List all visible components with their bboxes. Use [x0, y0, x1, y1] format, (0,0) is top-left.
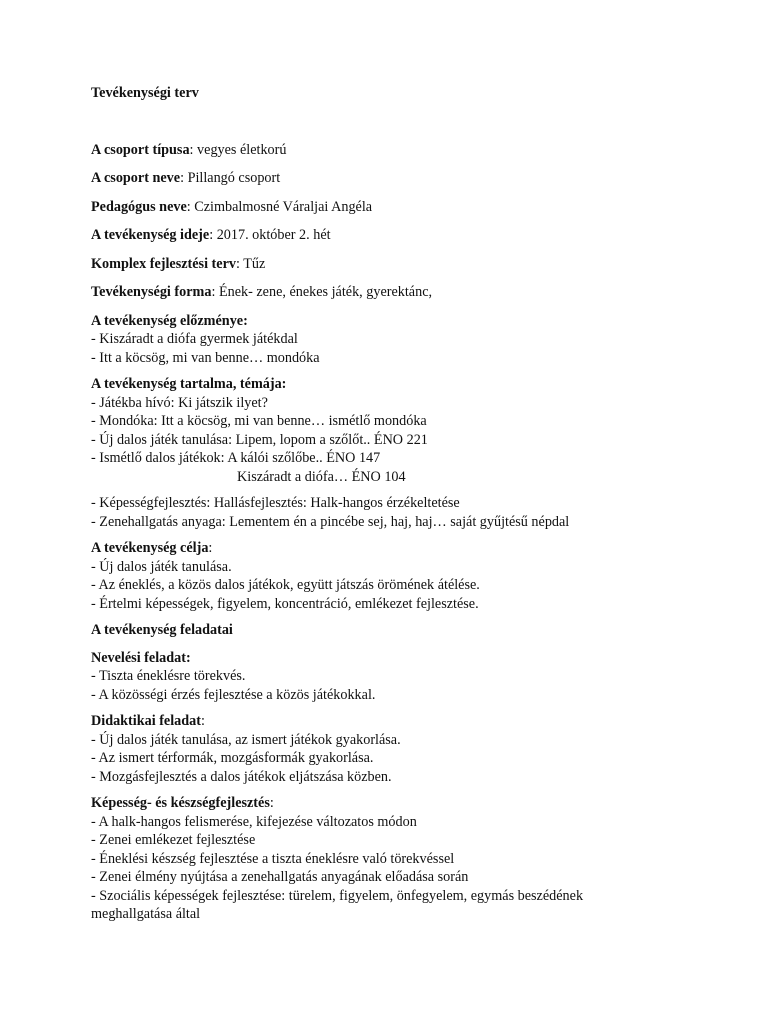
- list-item: - Zenei emlékezet fejlesztése: [91, 832, 256, 848]
- section-heading: Képesség- és készségfejlesztés: [91, 795, 270, 811]
- section-elozmeny: [91, 312, 731, 368]
- field-label: Pedagógus neve: [91, 198, 187, 215]
- list-item: - Új dalos játék tanulása, az ismert játékok gyakorlása.: [91, 731, 401, 748]
- field-value: Pillangó csoport: [187, 170, 281, 186]
- list-item: - Itt a köcsög, mi van benne… mondóka: [91, 349, 320, 366]
- list-item: - Kiszáradt a diófa gyermek játékdal: [91, 331, 298, 347]
- field-label: A csoport típusa: [91, 141, 190, 158]
- field-value: Tűz: [243, 255, 266, 272]
- field-pedagogus-neve: Pedagógus neve: Czimbalmosné Váraljai Angéla: [91, 198, 373, 215]
- section-heading: A tevékenység előzménye:: [91, 312, 248, 329]
- list-item: - Értelmi képességek, figyelem, koncentráció, emlékezet fejlesztése.: [91, 595, 479, 612]
- list-item: - Új dalos játék tanulása: Lipem, lopom a szőlőt.. ÉNO 221: [91, 431, 428, 448]
- list-item: - Tiszta éneklésre törekvés.: [91, 668, 246, 684]
- field-csoport-neve: A csoport neve: Pillangó csoport: [91, 170, 281, 186]
- field-tevekenysegi-forma: Tevékenységi forma: Ének- zene, énekes játék, gyerektánc,: [91, 284, 433, 300]
- list-item: - Az éneklés, a közös dalos játékok, együtt játszás örömének átélése.: [91, 577, 480, 593]
- section-didaktikai: Didaktikai feladat: - Új dalos játék tanulása, az ismert játékok gyakorlása. - Az ismert térformák, mozgásformák gyakorlása. - Mozgásfejlesztés a dalos játékok eljátszása közben.: [91, 712, 731, 786]
- list-item: - A közösségi érzés fejlesztése a közös játékokkal.: [91, 686, 376, 703]
- section-heading: A tevékenység célja: [91, 540, 209, 556]
- field-value: vegyes életkorú: [197, 141, 287, 158]
- field-value: Czimbalmosné Váraljai Angéla: [194, 198, 373, 215]
- list-item: - Új dalos játék tanulása.: [91, 558, 232, 575]
- document-page: [91, 84, 731, 932]
- field-tevekenyseg-ideje: A tevékenység ideje: 2017. október 2. hét: [91, 227, 331, 243]
- section-heading: Nevelési feladat:: [91, 649, 191, 666]
- section-feladatai: [91, 621, 731, 640]
- list-item: - Mozgásfejlesztés a dalos játékok eljátszása közben.: [91, 768, 392, 785]
- section-neveles: [91, 649, 731, 705]
- document-title: Tevékenységi terv: [91, 85, 199, 101]
- list-item: - Játékba hívó: Ki játszik ilyet?: [91, 394, 268, 411]
- list-item: - Mondóka: Itt a köcsög, mi van benne… ismétlő mondóka: [91, 413, 427, 429]
- section-heading: A tevékenység tartalma, témája:: [91, 376, 287, 392]
- field-komplex-terv: Komplex fejlesztési terv: Tűz: [91, 255, 266, 272]
- list-item: meghallgatása által: [91, 906, 201, 922]
- section-heading: A tevékenység feladatai: [91, 622, 233, 638]
- section-heading: Didaktikai feladat: [91, 713, 201, 729]
- list-item: - Zenei élmény nyújtása a zenehallgatás anyagának előadása során: [91, 869, 469, 885]
- field-label: A csoport neve: [91, 170, 181, 186]
- list-item: - A halk-hangos felismerése, kifejezése változatos módon: [91, 813, 417, 830]
- list-item: - Képességfejlesztés: Hallásfejlesztés: Halk-hangos érzékeltetése: [91, 495, 460, 511]
- list-item-indented: Kiszáradt a diófa… ÉNO 104: [237, 468, 406, 485]
- field-csoport-tipusa: A csoport típusa: vegyes életkorú: [91, 141, 287, 158]
- field-value: Ének- zene, énekes játék, gyerektánc,: [218, 284, 433, 300]
- field-label: Komplex fejlesztési terv: [91, 255, 236, 272]
- field-label: Tevékenységi forma: [91, 284, 212, 300]
- section-tartalom: [91, 375, 731, 531]
- section-celja: A tevékenység célja: - Új dalos játék tanulása. - Az éneklés, a közös dalos játékok, együtt játszás örömének átélése. - Értelmi képességek, figyelem, koncentráció, emlékezet fejlesztése.: [91, 539, 731, 613]
- list-item: - Ismétlő dalos játékok: A kálói szőlőbe.. ÉNO 147: [91, 450, 381, 466]
- field-value: 2017. október 2. hét: [216, 227, 331, 243]
- list-item: - Éneklési készség fejlesztése a tiszta éneklésre való törekvéssel: [91, 850, 455, 867]
- section-kepesseg: Képesség- és készségfejlesztés: - A halk-hangos felismerése, kifejezése változatos módon - Zenei emlékezet fejlesztése - Éneklési készség fejlesztése a tiszta éneklésre való törekvéssel - Zenei élmény nyújtása a zenehallgatás anyagának előadása során - Szociális képességek fejlesztése: türelem, figyelem, önfegyelem, egymás beszédének meghallgatása által: [91, 794, 731, 924]
- field-label: A tevékenység ideje: [91, 227, 210, 243]
- list-item: - Szociális képességek fejlesztése: türelem, figyelem, önfegyelem, egymás beszédének: [91, 887, 584, 904]
- list-item: - Az ismert térformák, mozgásformák gyakorlása.: [91, 750, 374, 766]
- list-item: - Zenehallgatás anyaga: Lementem én a pincébe sej, haj, haj… saját gyűjtésű népdal: [91, 513, 570, 530]
